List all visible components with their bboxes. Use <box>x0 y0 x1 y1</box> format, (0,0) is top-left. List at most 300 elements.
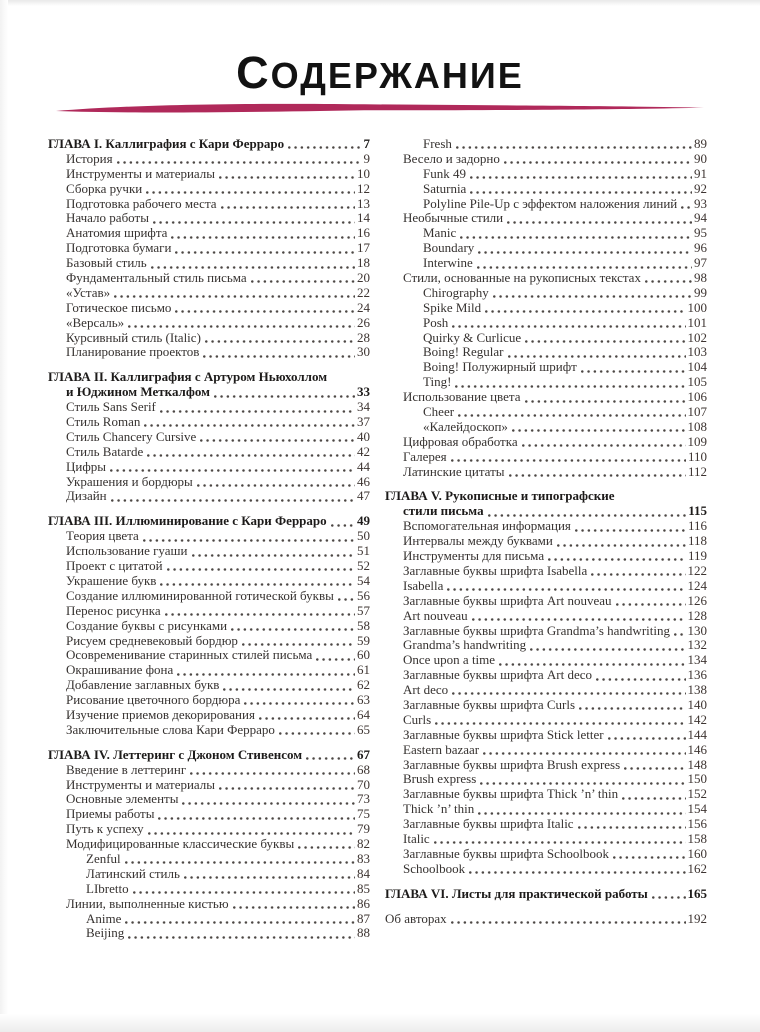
toc-entry <box>385 375 707 390</box>
toc-entry <box>48 574 370 589</box>
toc-page-number: 24 <box>357 299 370 315</box>
toc-entry-label: Рисование цветочного бордюра <box>66 692 241 708</box>
toc-page-number: 84 <box>357 865 370 881</box>
toc-entry <box>48 792 370 807</box>
dot-leader <box>288 146 361 149</box>
toc-entry-label: Заключительные слова Кари Ферраро <box>66 721 275 737</box>
toc-page-number: 94 <box>694 210 707 226</box>
toc-page-number: 101 <box>687 314 707 330</box>
toc-entry <box>48 301 370 316</box>
toc-entry-label: Once upon a time <box>403 652 496 668</box>
dot-leader <box>205 340 355 343</box>
toc-page-number: 28 <box>357 329 370 345</box>
toc-entry-label: Thick ’n’ thin <box>403 801 475 817</box>
dot-leader <box>499 663 685 666</box>
dot-leader <box>214 395 355 398</box>
toc-entry-label: Anime <box>86 910 122 926</box>
toc-page-number: 104 <box>687 359 707 375</box>
toc-entry-label: Подготовка рабочего места <box>66 195 217 211</box>
page-edge-left <box>0 0 8 1032</box>
toc-entry <box>48 529 370 544</box>
dot-leader <box>622 797 685 800</box>
toc-entry-label: Стили, основанные на рукописных текстах <box>403 270 641 286</box>
dot-leader <box>508 355 686 358</box>
dot-leader <box>458 414 685 417</box>
toc-entry <box>48 708 370 723</box>
toc-page-number: 22 <box>357 284 370 300</box>
toc-entry <box>385 912 707 927</box>
toc-entry-label: Латинские цитаты <box>403 463 505 479</box>
toc-entry-label: Введение в леттеринг <box>66 761 187 777</box>
toc-page-number: 108 <box>687 418 707 434</box>
toc-entry-label: Art nouveau <box>403 607 468 623</box>
dot-leader <box>493 295 692 298</box>
toc-page-number: 62 <box>357 677 370 693</box>
toc-page-number: 52 <box>357 558 370 574</box>
toc-entry-label: Сборка ручки <box>66 180 143 196</box>
toc-page-number: 96 <box>694 240 707 256</box>
dot-leader <box>117 161 362 164</box>
toc-entry <box>385 182 707 197</box>
toc-page-number: 47 <box>357 488 370 504</box>
dot-leader <box>279 732 355 735</box>
toc-entry-label: Spike Mild <box>423 299 482 315</box>
toc-entry-label: Saturnia <box>423 180 467 196</box>
toc-entry <box>385 360 707 375</box>
toc-entry <box>385 653 707 668</box>
toc-entry <box>48 370 370 385</box>
toc-entry-label: Путь к успеху <box>66 821 144 837</box>
dot-leader <box>522 444 686 447</box>
toc-entry-label: Использование цвета <box>403 389 521 405</box>
toc-entry <box>48 385 370 400</box>
toc-page-number: 95 <box>694 225 707 241</box>
dot-leader <box>128 936 355 939</box>
toc-entry <box>48 400 370 415</box>
dot-leader <box>111 499 355 502</box>
toc-page-number: 87 <box>357 910 370 926</box>
toc-entry-label: Интервалы между буквами <box>403 533 553 549</box>
toc-page-number: 10 <box>357 165 370 181</box>
toc-entry <box>385 286 707 301</box>
toc-entry-label: Украшения и бордюры <box>66 473 193 489</box>
toc-page-number: 26 <box>357 314 370 330</box>
toc-entry <box>48 137 370 152</box>
toc-page-number: 93 <box>694 195 707 211</box>
toc-entry <box>385 698 707 713</box>
toc-page-number: 122 <box>687 562 707 578</box>
dot-leader <box>190 772 355 775</box>
toc-entry <box>385 802 707 817</box>
toc-entry-label: Линии, выполненные кистью <box>66 895 229 911</box>
toc-entry <box>48 822 370 837</box>
toc-entry <box>385 519 707 534</box>
toc-page-number: 67 <box>357 746 370 762</box>
toc-page-number: 158 <box>687 830 707 846</box>
toc-page-number: 7 <box>363 136 370 151</box>
dot-leader <box>509 474 686 477</box>
toc-entry-label: Interwine <box>423 255 473 271</box>
toc-entry-label: Funk 49 <box>423 165 466 181</box>
toc-page-number: 116 <box>687 518 707 534</box>
toc-entry <box>48 897 370 912</box>
dot-leader <box>223 688 355 691</box>
toc-entry-label: Необычные стили <box>403 210 504 226</box>
toc-page-number: 99 <box>694 284 707 300</box>
dot-leader <box>591 573 685 576</box>
toc-entry <box>385 137 707 152</box>
dot-leader <box>480 782 685 785</box>
toc-page-number: 40 <box>357 428 370 444</box>
toc-entry-label: Окрашивание фона <box>66 662 174 678</box>
toc-page-number: 103 <box>687 344 707 360</box>
toc-entry <box>385 887 707 902</box>
toc-entry <box>48 211 370 226</box>
toc-page-number: 46 <box>357 473 370 489</box>
toc-page-number: 134 <box>687 652 707 668</box>
dot-leader <box>147 454 355 457</box>
toc-page-number: 42 <box>357 443 370 459</box>
dot-leader <box>469 871 685 874</box>
toc-page-number: 156 <box>687 816 707 832</box>
dot-leader <box>167 568 355 571</box>
toc-page-number: 162 <box>687 860 707 876</box>
toc-entry <box>48 634 370 649</box>
toc-page-number: 37 <box>357 414 370 430</box>
toc-entry <box>48 693 370 708</box>
toc-page-number: 59 <box>357 632 370 648</box>
dot-leader <box>151 266 355 269</box>
dot-leader <box>447 588 685 591</box>
dot-leader <box>470 191 692 194</box>
toc-entry-label: Заглавные буквы шрифта Curls <box>403 696 576 712</box>
dot-leader <box>512 429 686 432</box>
toc-entry-label: Заглавные буквы шрифта Schoolbook <box>403 845 609 861</box>
dot-leader <box>219 176 355 179</box>
toc-page-number: 64 <box>357 706 370 722</box>
toc-entry-label: Перенос рисунка <box>66 602 161 618</box>
toc-entry-label: Grandma’s handwriting <box>403 637 527 653</box>
toc-entry-label: «Калейдоскоп» <box>423 418 508 434</box>
toc-page-number: 44 <box>357 458 370 474</box>
toc-entry-label: Стиль Chancery Cursive <box>66 428 197 444</box>
dot-leader <box>110 469 355 472</box>
toc-entry-label: Posh <box>423 314 449 330</box>
toc-entry <box>385 609 707 624</box>
dot-leader <box>452 692 685 695</box>
toc-entry-label: «Версаль» <box>66 314 125 330</box>
toc-entry <box>385 624 707 639</box>
dot-leader <box>128 325 355 328</box>
toc-entry <box>48 182 370 197</box>
dot-leader <box>652 896 686 899</box>
toc-entry <box>385 167 707 182</box>
toc-page-number: 33 <box>357 384 370 400</box>
toc-entry-label: Boing! Полужирный шрифт <box>423 359 577 375</box>
toc-page-number: 86 <box>357 895 370 911</box>
toc-page-number: 85 <box>357 880 370 896</box>
toc-entry-label: Курсивный стиль (Italic) <box>66 329 201 345</box>
toc-page-number: 75 <box>357 806 370 822</box>
toc-entry <box>48 152 370 167</box>
dot-leader <box>451 921 686 924</box>
dot-leader <box>470 176 692 179</box>
toc-entry-label: История <box>66 150 113 166</box>
toc-entry-label: Beijing <box>86 925 125 941</box>
dot-leader <box>485 310 685 313</box>
toc-entry-label: Заглавные буквы шрифта Grandma’s handwriting <box>403 622 670 638</box>
toc-entry-label: Об авторах <box>385 910 447 926</box>
toc-entry <box>385 405 707 420</box>
toc-page-number: 57 <box>357 602 370 618</box>
toc-page-number: 82 <box>357 836 370 852</box>
toc-page-number: 109 <box>687 433 707 449</box>
toc-entry-label: Стиль Roman <box>66 414 141 430</box>
toc-entry <box>385 450 707 465</box>
dot-leader <box>578 826 686 829</box>
toc-entry-label: стили письма <box>403 503 484 519</box>
toc-entry <box>385 638 707 653</box>
toc-entry <box>385 331 707 346</box>
brush-stroke-rule <box>54 100 706 118</box>
dot-leader <box>144 424 355 427</box>
dot-leader <box>200 439 355 442</box>
toc-page-number: 12 <box>357 180 370 196</box>
toc-entry-label: Заглавные буквы шрифта Stick letter <box>403 726 604 742</box>
dot-leader <box>153 221 355 224</box>
dot-leader <box>579 707 685 710</box>
toc-entry-label: Готическое письмо <box>66 299 172 315</box>
toc-page-number: 50 <box>357 528 370 544</box>
toc-entry <box>48 852 370 867</box>
toc-page-number: 14 <box>357 210 370 226</box>
toc-entry <box>48 678 370 693</box>
toc-page-number: 154 <box>687 801 707 817</box>
toc-entry <box>48 663 370 678</box>
toc-entry <box>48 316 370 331</box>
page-edge-bottom <box>0 1014 760 1032</box>
dot-leader <box>177 673 355 676</box>
toc-page-number: 54 <box>357 572 370 588</box>
dot-leader <box>175 310 355 313</box>
toc-page-number: 118 <box>687 533 707 549</box>
toc-page-number: 124 <box>687 577 707 593</box>
toc-page-number: 98 <box>694 270 707 286</box>
toc-page-number: 138 <box>687 682 707 698</box>
toc-entry-label: Весело и задорно <box>403 150 500 166</box>
toc-page-number: 107 <box>687 404 707 420</box>
toc-entry-label: Заглавные буквы шрифта Italic <box>403 816 574 832</box>
toc-entry <box>48 331 370 346</box>
dot-leader <box>171 236 355 239</box>
toc-entry-label: Art deco <box>403 682 449 698</box>
dot-leader <box>483 752 685 755</box>
toc-page-number: 97 <box>694 255 707 271</box>
toc-page-number: 105 <box>687 374 707 390</box>
toc-entry <box>48 460 370 475</box>
dot-leader <box>114 295 355 298</box>
toc-page-number: 146 <box>687 741 707 757</box>
dot-leader <box>233 906 355 909</box>
toc-entry-label: Brush express <box>403 771 477 787</box>
dot-leader <box>525 400 686 403</box>
toc-entry <box>48 286 370 301</box>
dot-leader <box>133 891 355 894</box>
dot-leader <box>624 767 685 770</box>
toc-entry-label: ГЛАВА II. Каллиграфия с Артуром Ньюхоллом <box>48 369 328 385</box>
toc-entry-label: Fresh <box>423 136 452 151</box>
dot-leader <box>456 146 692 149</box>
toc-entry-label: Галерея <box>403 448 447 464</box>
toc-page-number: 61 <box>357 662 370 678</box>
toc-page-number: 18 <box>357 255 370 271</box>
toc-page-number: 63 <box>357 692 370 708</box>
toc-entry <box>48 723 370 738</box>
toc-page-number: 49 <box>357 513 370 529</box>
toc-page-number: 34 <box>357 399 370 415</box>
toc-entry-label: Инструменты и материалы <box>66 165 216 181</box>
toc-entry <box>48 544 370 559</box>
toc-page-number: 112 <box>687 463 707 479</box>
toc-entry-label: Curls <box>403 711 432 727</box>
toc-page-number: 20 <box>357 270 370 286</box>
dot-leader <box>434 841 686 844</box>
toc-entry <box>48 167 370 182</box>
dot-leader <box>478 251 692 254</box>
dot-leader <box>455 385 685 388</box>
dot-leader <box>298 846 355 849</box>
toc-entry <box>385 862 707 877</box>
toc-page-number: 16 <box>357 225 370 241</box>
toc-entry-label: и Юджином Меткалфом <box>66 384 210 400</box>
toc-entry <box>385 152 707 167</box>
toc-page-number: 110 <box>687 448 707 464</box>
toc-page-number: 73 <box>357 791 370 807</box>
dot-leader <box>478 812 685 815</box>
toc-page-number: 51 <box>357 543 370 559</box>
dot-leader <box>184 876 355 879</box>
toc-entry <box>385 772 707 787</box>
toc-entry <box>48 241 370 256</box>
dot-leader <box>530 648 685 651</box>
toc-entry-label: Создание иллюминированной готической буквы <box>66 587 334 603</box>
toc-entry <box>48 514 370 529</box>
dot-leader <box>221 206 355 209</box>
toc-entry <box>385 271 707 286</box>
toc-entry-label: Boundary <box>423 240 475 256</box>
dot-leader <box>477 266 692 269</box>
toc-page-number: 142 <box>687 711 707 727</box>
toc-entry <box>385 465 707 480</box>
dot-leader <box>338 598 355 601</box>
toc-page-number: 150 <box>687 771 707 787</box>
dot-leader <box>251 280 355 283</box>
toc-entry-label: Дизайн <box>66 488 107 504</box>
toc-entry <box>385 420 707 435</box>
toc-entry-label: Цифры <box>66 458 107 474</box>
dot-leader <box>259 717 355 720</box>
toc-entry-label: Ting! <box>423 374 452 390</box>
toc-entry-label: LIbretto <box>86 880 129 896</box>
toc-entry <box>48 912 370 927</box>
toc-page-number: 13 <box>357 195 370 211</box>
toc-entry <box>385 241 707 256</box>
toc-entry-label: Анатомия шрифта <box>66 225 168 241</box>
dot-leader <box>160 410 355 413</box>
dot-leader <box>575 529 686 532</box>
header <box>0 0 760 118</box>
dot-leader <box>143 539 355 542</box>
dot-leader <box>488 514 687 517</box>
toc-entry-label: Стиль Sans Serif <box>66 399 156 415</box>
toc-entry <box>385 832 707 847</box>
dot-leader <box>548 558 686 561</box>
toc-page-number: 148 <box>687 756 707 772</box>
toc-entry <box>48 415 370 430</box>
toc-entry <box>385 579 707 594</box>
toc-page-number: 106 <box>687 389 707 405</box>
dot-leader <box>125 921 355 924</box>
dot-leader <box>306 757 355 760</box>
toc-page-number: 136 <box>687 667 707 683</box>
toc-entry-label: Модифицированные классические буквы <box>66 836 295 852</box>
dot-leader <box>613 856 686 859</box>
toc-entry-label: Базовый стиль <box>66 255 147 271</box>
dot-leader <box>165 613 355 616</box>
dot-leader <box>525 340 685 343</box>
dot-leader <box>681 206 692 209</box>
toc-entry <box>48 489 370 504</box>
toc-entry <box>385 435 707 450</box>
toc-page-number: 100 <box>687 299 707 315</box>
dot-leader <box>435 722 685 725</box>
toc-page-number: 83 <box>357 850 370 866</box>
toc-entry <box>48 619 370 634</box>
toc-entry <box>48 763 370 778</box>
dot-leader <box>608 737 686 740</box>
dot-leader <box>472 618 686 621</box>
toc-entry <box>385 390 707 405</box>
toc-entry <box>48 648 370 663</box>
dot-leader <box>148 832 355 835</box>
dot-leader <box>581 370 686 373</box>
toc-column-right <box>385 137 707 941</box>
toc-entry-label: Планирование проектов <box>66 344 200 360</box>
toc-entry-label: Инструменты и материалы <box>66 776 216 792</box>
dot-leader <box>197 484 355 487</box>
toc-entry <box>385 301 707 316</box>
toc-entry <box>385 504 707 519</box>
toc-entry-label: Цифровая обработка <box>403 433 518 449</box>
toc-entry <box>385 549 707 564</box>
toc-entry <box>385 564 707 579</box>
toc-entry-label: Основные элементы <box>66 791 179 807</box>
toc-entry-label: Осовременивание старинных стилей письма <box>66 647 313 663</box>
toc-page-number: 160 <box>687 845 707 861</box>
dot-leader <box>674 633 686 636</box>
toc-entry-label: Zenful <box>86 850 121 866</box>
toc-page-number: 89 <box>694 136 707 151</box>
toc-entry-label: Приемы работы <box>66 806 155 822</box>
toc-entry-label: ГЛАВА I. Каллиграфия с Кари Ферраро <box>48 136 285 151</box>
toc-entry <box>385 489 707 504</box>
dot-leader <box>203 355 355 358</box>
toc-entry <box>48 559 370 574</box>
toc-page-number: 165 <box>687 885 707 901</box>
toc-entry-label: Латинский стиль <box>86 865 180 881</box>
toc-entry-label: Заглавные буквы шрифта Art deco <box>403 667 592 683</box>
toc-entry <box>385 345 707 360</box>
